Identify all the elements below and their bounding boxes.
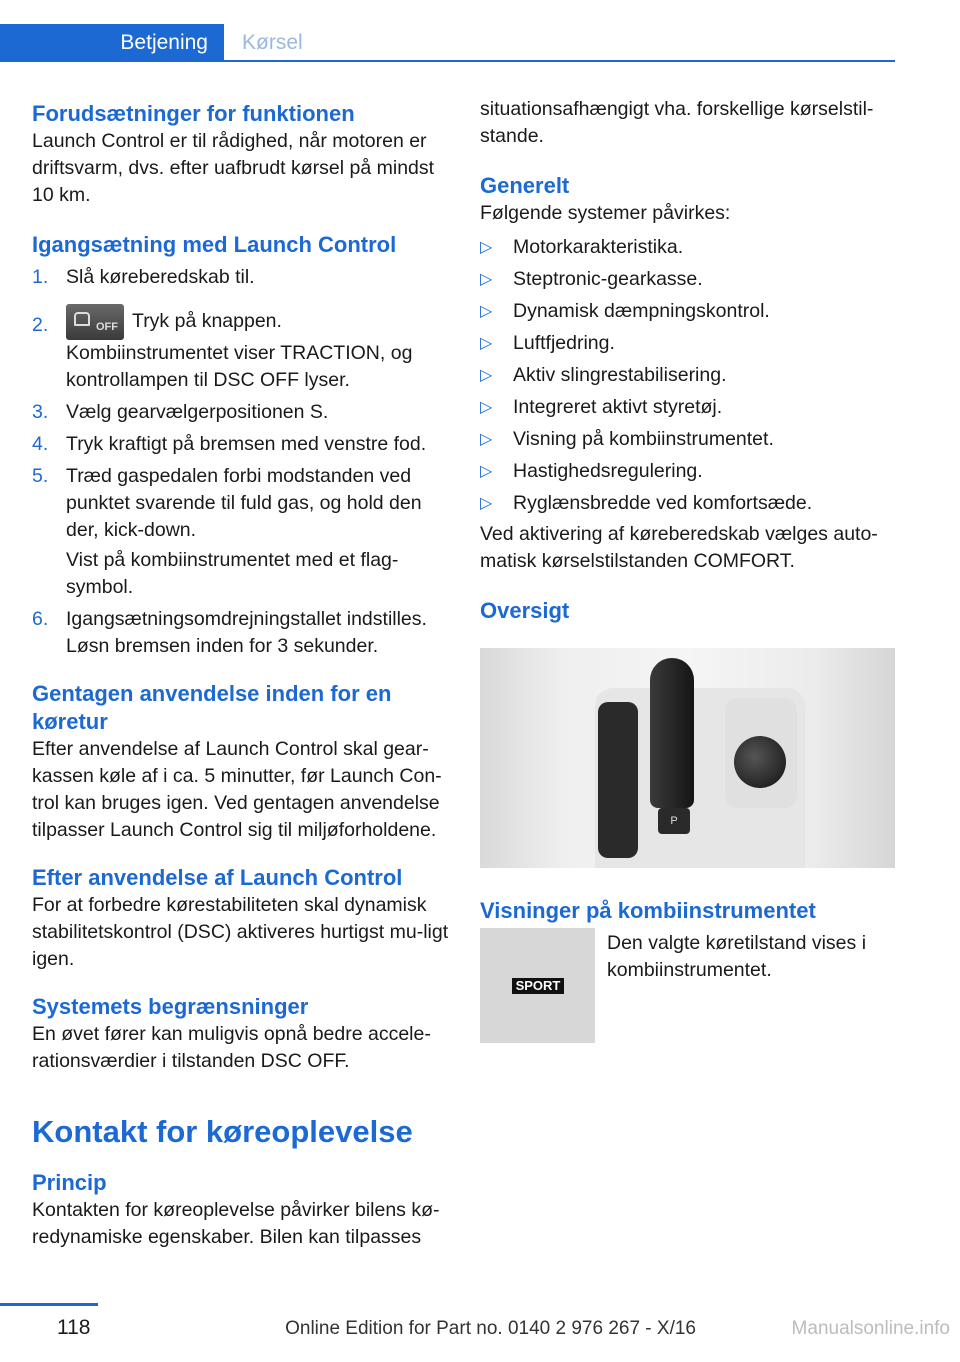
bullet-text: Ryglænsbredde ved komfortsæde. [513,492,813,514]
heading-general: Generelt [480,173,570,198]
triangle-bullet-icon: ▷ [480,399,493,416]
gear-selector [650,658,694,808]
heading-repeat-use: Gentagen anvendelse inden for en køretur [32,681,392,734]
list-item [32,431,450,458]
bullet-text: Hastighedsregulering. [513,460,703,482]
text-activation: Ved aktivering af køreberedskab vælges auto-matisk kørselstilstanden COMFORT. [480,523,878,572]
header-rule [224,60,895,62]
list-item [480,426,896,458]
list-item [480,234,896,266]
bullet-text: Visning på kombiinstrumentet. [513,428,774,450]
left-column [32,100,450,1251]
list-item [32,264,450,291]
triangle-bullet-icon: ▷ [480,239,493,256]
list-item [32,463,450,601]
step-number: 6. [32,608,49,630]
list-item [480,362,896,394]
step-text: Igangsætningsomdrejningstallet indstilles. Løsn bremsen inden for 3 sekunder. [66,608,427,657]
steps-list [32,264,450,660]
tab-korsel[interactable]: Kørsel [242,31,303,54]
list-item [32,399,450,426]
step-extra: Kombiinstrumentet viser TRACTION, og kontrollampen til DSC OFF lyser. [66,342,413,391]
watermark: Manualsonline.info [791,1318,950,1339]
affected-systems-list [480,234,896,517]
triangle-bullet-icon: ▷ [480,303,493,320]
triangle-bullet-icon: ▷ [480,495,493,512]
page-number: 118 [57,1316,91,1339]
triangle-bullet-icon: ▷ [480,463,493,480]
step-number: 4. [32,433,49,455]
parking-brake-icon: P [670,815,678,827]
triangle-bullet-icon: ▷ [480,271,493,288]
step-number: 5. [32,465,49,487]
heading-overview: Oversigt [480,598,570,623]
text-general: Følgende systemer påvirkes: [480,202,731,224]
text-prerequisites: Launch Control er til rådighed, når motoren er driftsvarm, dvs. efter uafbrudt kørsel på mindst 10 km. [32,130,435,206]
list-item [480,394,896,426]
heading-start: Igangsætning med Launch Control [32,232,397,257]
text-displays: Den valgte køretilstand vises i kombiinstrumentet. [607,932,867,981]
list-item [480,490,896,517]
right-column [480,96,896,625]
list-item [480,266,896,298]
car-skid-icon [74,312,90,326]
footer-rule [0,1303,98,1306]
step-text: Tryk kraftigt på bremsen med venstre fod. [66,433,427,455]
heading-principle: Princip [32,1170,107,1195]
list-item [480,298,896,330]
drive-mode-buttons [598,702,638,858]
step-text: Slå køreberedskab til. [66,266,255,288]
step-extra: Vist på kombiinstrumentet med et flag-symbol. [66,549,399,598]
text-after-use: For at forbedre kørestabiliteten skal dynamisk stabilitetskontrol (DSC) aktiveres hurtigst mu-ligt igen. [32,894,449,970]
sport-label: SPORT [512,978,564,994]
text-limits: En øvet fører kan muligvis opnå bedre accele-rationsværdier i tilstanden DSC OFF. [32,1023,431,1072]
step-number: 1. [32,266,49,288]
idrive-controller [734,736,786,788]
bullet-text: Luftfjedring. [513,332,615,354]
bullet-text: Steptronic-gearkasse. [513,268,703,290]
heading-after-use: Efter anvendelse af Launch Control [32,865,403,890]
triangle-bullet-icon: ▷ [480,335,493,352]
triangle-bullet-icon: ▷ [480,431,493,448]
step-text: Tryk på knappen. [132,310,282,333]
parking-brake-button [658,808,690,834]
step-text-with-button [66,304,450,340]
list-item [32,606,450,660]
step-number: 3. [32,401,49,423]
step-text: Vælg gearvælgerpositionen S. [66,401,329,423]
triangle-bullet-icon: ▷ [480,367,493,384]
sport-display-image [480,928,595,1043]
center-console-photo [480,648,895,868]
edition-text: Online Edition for Part no. 0140 2 976 267 - X/16 [285,1318,696,1339]
text-continuation: situationsafhængigt vha. forskellige kørselstil-stande. [480,98,874,147]
list-item [32,304,450,394]
header-tabs [0,24,895,62]
text-repeat-use: Efter anvendelse af Launch Control skal gear-kassen køle af i ca. 5 minutter, før Launch Con-trol kan bruges igen. Ved gentagen anvendelse tilpasser Launch Control sig til miljøforholdene. [32,738,442,841]
list-item [480,458,896,490]
heading-displays: Visninger på kombiinstrumentet [480,898,816,923]
heading-driving-experience-switch: Kontakt for køreoplevelse [32,1114,413,1149]
step-text: Træd gaspedalen forbi modstanden ved punktet svarende til fuld gas, og hold den der, kick-down. [66,465,422,541]
list-item [480,330,896,362]
step-number: 2. [32,314,49,336]
bullet-text: Motorkarakteristika. [513,236,684,258]
bullet-text: Dynamisk dæmpningskontrol. [513,300,770,322]
dsc-off-button-icon [66,304,124,340]
bullet-text: Aktiv slingrestabilisering. [513,364,727,386]
bullet-text: Integreret aktivt styretøj. [513,396,723,418]
heading-limits: Systemets begrænsninger [32,994,309,1019]
tab-betjening[interactable]: Betjening [0,24,224,62]
text-principle: Kontakten for køreoplevelse påvirker bilens kø-redynamiske egenskaber. Bilen kan tilpasses [32,1199,440,1248]
dsc-off-text: OFF [96,321,118,333]
heading-prerequisites: Forudsætninger for funktionen [32,101,355,126]
